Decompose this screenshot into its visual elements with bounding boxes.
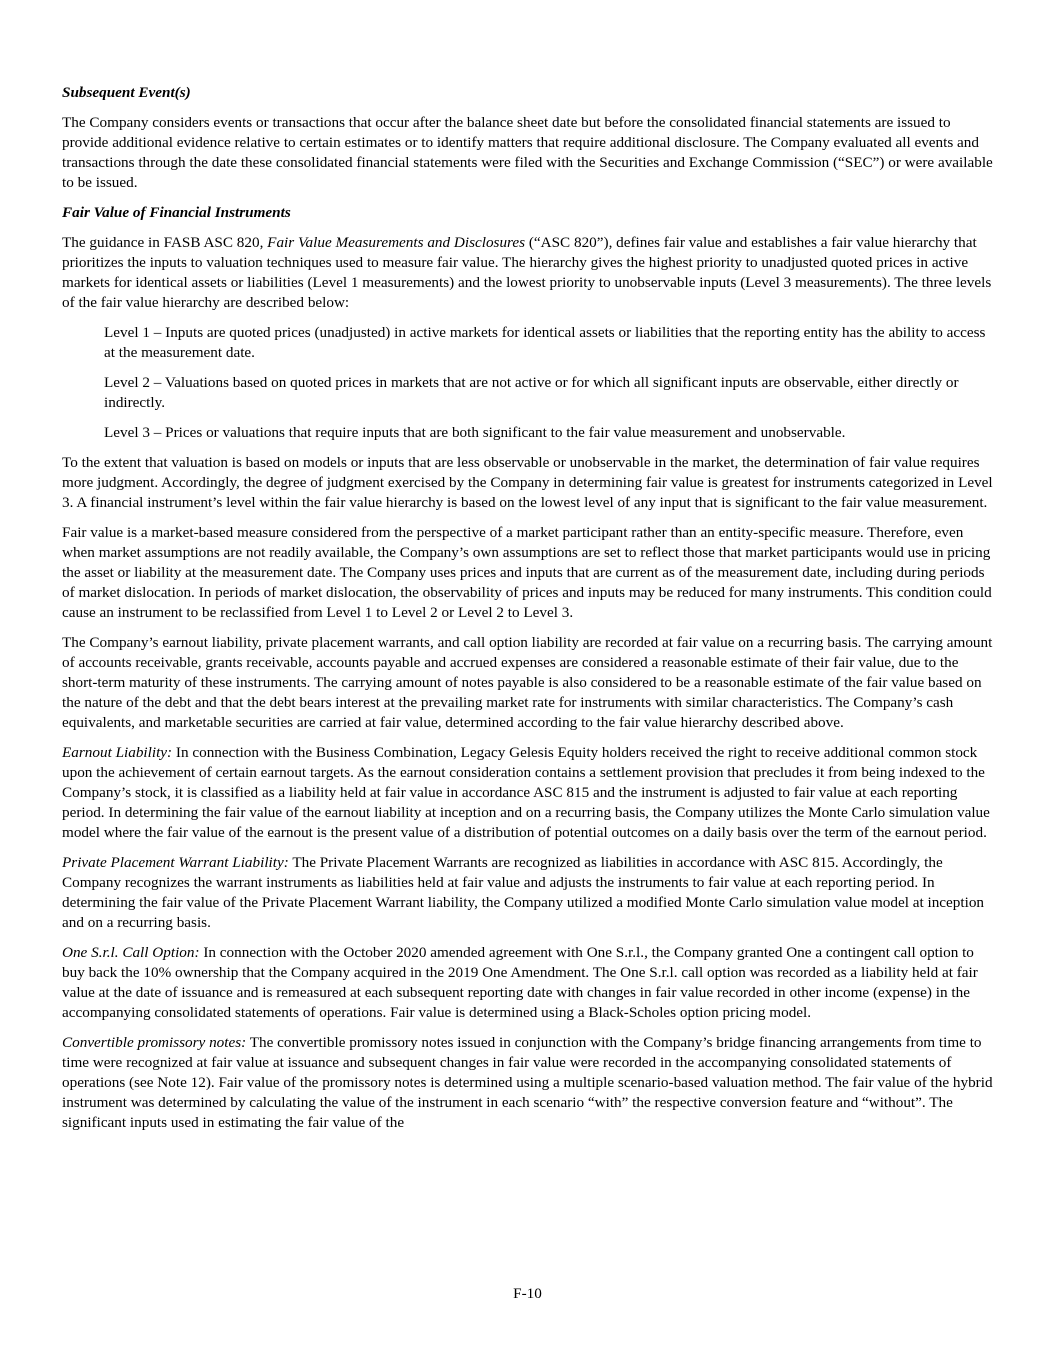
fair-value-heading: Fair Value of Financial Instruments [62,204,291,221]
convertible-notes-label: Convertible promissory notes: [62,1034,247,1051]
subsequent-events-heading: Subsequent Event(s) [62,84,191,101]
warrant-liability-label: Private Placement Warrant Liability: [62,854,289,871]
fair-value-intro [62,233,995,313]
recurring-basis-paragraph: The Company’s earnout liability, private placement warrants, and call option liability are recorded at fair value on a recurring basis. The carrying amount of accounts receivable, grants receivable, accounts payable and accrued expenses are considered a reasonable estimate of their fair value, due to the short-term maturity of these instruments. The carrying amount of notes payable is also considered to be a reasonable estimate of the fair value based on the nature of the debt and that the debt bears interest at the prevailing market rate for instruments with similar characteristics. The Company’s cash equivalents, and marketable securities are carried at fair value, determined according to the fair value hierarchy described above. [62,634,993,731]
call-option-text: In connection with the October 2020 amended agreement with One S.r.l., the Company granted One a contingent call option to buy back the 10% ownership that the Company acquired in the 2019 One Amendment. The One S.r.l. call option was recorded as a liability held at fair value at the date of issuance and is remeasured at each subsequent reporting date with changes in fair value recorded in other income (expense) in the accompanying consolidated statements of operations. Fair value is determined using a Black-Scholes option pricing model. [62,944,978,1021]
earnout-liability-label: Earnout Liability: [62,744,173,761]
level-3-definition: Level 3 – Prices or valuations that require inputs that are both significant to the fair value measurement and unobservable. [104,424,846,441]
warrant-liability-paragraph [62,853,995,933]
level-1-definition: Level 1 – Inputs are quoted prices (unadjusted) in active markets for identical assets or liabilities that the reporting entity has the ability to access at the measurement date. [104,324,986,361]
warrant-liability-text: The Private Placement Warrants are recognized as liabilities in accordance with ASC 815. Accordingly, the Company recognizes the warrant instruments as liabilities held at fair value and adjusts the instruments to fair value at each reporting period. In determining the fair value of the Private Placement Warrant liability, the Company utilized a modified Monte Carlo simulation value model at inception and on a recurring basis. [62,854,985,931]
document-page [62,83,995,1143]
call-option-paragraph [62,943,995,1023]
subsequent-events-paragraph: The Company considers events or transactions that occur after the balance sheet date but before the consolidated financial statements are issued to provide additional evidence relative to certain estimates or to identify matters that require additional disclosure. The Company evaluated all events and transactions through the date these consolidated financial statements were filed with the Securities and Exchange Commission (“SEC”) or were available to be issued. [62,114,993,191]
valuation-judgment-paragraph: To the extent that valuation is based on models or inputs that are less observable or unobservable in the market, the determination of fair value requires more judgment. Accordingly, the degree of judgment exercised by the Company in determining fair value is greatest for instruments categorized in Level 3. A financial instrument’s level within the fair value hierarchy is based on the lowest level of any input that is significant to the fair value measurement. [62,454,993,511]
convertible-notes-text: The convertible promissory notes issued in conjunction with the Company’s bridge financing arrangements from time to time were recognized at fair value at issuance and subsequent changes in fair value were recorded in the accompanying consolidated statements of operations (see Note 12). Fair value of the promissory notes is determined using a multiple scenario-based valuation method. The fair value of the hybrid instrument was determined by calculating the value of the instrument in each scenario “with” the respective conversion feature and “without”. The significant inputs used in estimating the fair value of the [62,1034,993,1131]
level-2-definition: Level 2 – Valuations based on quoted prices in markets that are not active or for which all significant inputs are observable, either directly or indirectly. [104,374,959,411]
earnout-liability-paragraph [62,743,995,843]
intro-title-italic: Fair Value Measurements and Disclosures [267,234,526,251]
market-based-measure-paragraph: Fair value is a market-based measure considered from the perspective of a market participant rather than an entity-specific measure. Therefore, even when market assumptions are not readily available, the Company’s own assumptions are set to reflect those that market participants would use in pricing the asset or liability at the measurement date. The Company uses prices and inputs that are current as of the measurement date, including during periods of market dislocation. In periods of market dislocation, the observability of prices and inputs may be reduced for many instruments. This condition could cause an instrument to be reclassified from Level 1 to Level 2 or Level 2 to Level 3. [62,524,992,621]
earnout-liability-text: In connection with the Business Combination, Legacy Gelesis Equity holders received the right to receive additional common stock upon the achievement of certain earnout targets. As the earnout consideration contains a settlement provision that precludes it from being indexed to the Company’s stock, it is classified as a liability held at fair value in accordance ASC 815 and the instrument is adjusted to fair value at each reporting period. In determining the fair value of the earnout liability at inception and on a recurring basis, the Company utilizes the Monte Carlo simulation value model where the fair value of the earnout is the present value of a distribution of potential outcomes on a daily basis over the term of the earnout period. [62,744,990,841]
convertible-notes-paragraph [62,1033,995,1133]
page-number: F-10 [513,1285,542,1302]
intro-text-after: (“ASC 820”), defines fair value and establishes a fair value hierarchy that prioritizes the inputs to valuation techniques used to measure fair value. The hierarchy gives the highest priority to unadjusted quoted prices in active markets for identical assets or liabilities (Level 1 measurements) and the lowest priority to unobservable inputs (Level 3 measurements). The three levels of the fair value hierarchy are described below: [62,234,992,311]
intro-text-before: The guidance in FASB ASC 820, [62,234,268,251]
call-option-label: One S.r.l. Call Option: [62,944,200,961]
